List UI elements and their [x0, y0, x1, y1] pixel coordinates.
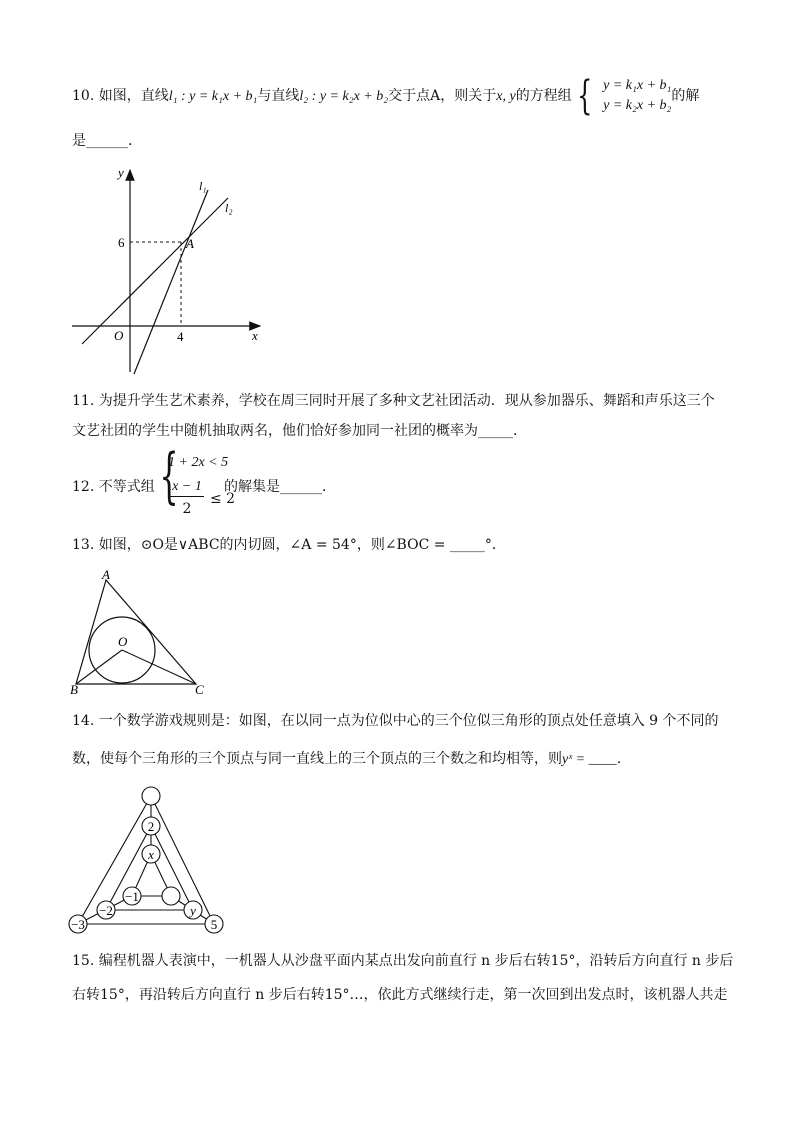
q10-vars: x, y	[496, 89, 516, 104]
q10-line1	[72, 73, 700, 119]
q15-line1: 15. 编程机器人表演中，一机器人从沙盘平面内某点出发向前直行 n 步后右转15°，沿转后方向直行 n 步后	[72, 953, 734, 969]
q10-l2-equation: l₂ : y = k₂x + b₂	[299, 89, 389, 104]
node-value-x: x	[148, 847, 154, 862]
center-o-label: O	[118, 634, 128, 649]
segment-co	[122, 650, 196, 684]
point-a-label: A	[186, 236, 194, 251]
q15-line2: 右转15°，再沿转后方向直行 n 步后右转15°…，依此方式继续行走，第一次回到出发点时，该机器人共走	[72, 987, 728, 1003]
y-axis-label: y	[118, 165, 124, 180]
origin-label: O	[114, 328, 124, 343]
vertex-b-label: B	[70, 682, 78, 697]
q12-numerator: x − 1	[170, 478, 204, 497]
q10-figure	[60, 160, 270, 380]
q10-mid2: 交于点A，则关于	[388, 88, 497, 104]
q14-line2	[72, 748, 631, 771]
q10-mid: 与直线	[257, 88, 300, 104]
q10-l1-equation: l₁ : y = k₁x + b₁	[168, 89, 258, 104]
q10-system-eq1: y = k₁x + b₁	[603, 78, 672, 93]
node-value-2: 2	[147, 819, 155, 834]
q12-suffix: 的解集是______．	[224, 479, 336, 495]
vertex-c-label: C	[195, 682, 204, 697]
q14-line1: 14. 一个数学游戏规则是：如图，在以同一点为位似中心的三个位似三角形的顶点处任意填入 9 个不同的	[72, 713, 719, 729]
q10-line2: 是______．	[72, 133, 142, 149]
q11-line2: 文艺社团的学生中随机抽取两名，他们恰好参加同一社团的概率为_____．	[72, 423, 527, 439]
q13-figure	[66, 566, 216, 698]
q10-prefix: 10. 如图，直线	[72, 88, 169, 104]
x-axis-label: x	[252, 328, 258, 343]
node-top-outer	[142, 787, 160, 805]
x-tick-4: 4	[177, 329, 184, 344]
node-value-5: 5	[210, 917, 218, 932]
node-value-y: y	[190, 903, 196, 918]
node-inner-right	[162, 887, 180, 905]
q14-expression: yˣ = ____．	[562, 752, 631, 767]
q10-system	[572, 73, 672, 119]
q12-le: ≤ 2	[210, 491, 236, 507]
q12-denominator: 2	[182, 501, 192, 517]
q14-line2-text: 数，使每个三角形的三个顶点与同一直线上的三个顶点的三个数之和均相等，则	[72, 751, 562, 767]
node-value-neg2: −2	[99, 903, 113, 918]
segment-bo	[76, 650, 122, 684]
q14-figure	[62, 784, 232, 936]
y-tick-6: 6	[118, 235, 125, 250]
brace-icon: {	[159, 441, 179, 511]
line-l1	[134, 190, 208, 374]
q12-prefix: 12. 不等式组	[72, 479, 155, 495]
q10-mid3: 的方程组	[515, 88, 572, 104]
q10-suffix: 的解	[671, 88, 700, 104]
node-value-neg1: −1	[125, 889, 139, 904]
l1-label: l₁	[199, 179, 207, 193]
q12-ineq1: 1 + 2x < 5	[168, 455, 229, 470]
q10-system-eq2: y = k₂x + b₂	[603, 98, 672, 113]
brace-icon: {	[576, 73, 593, 119]
node-value-neg3: −3	[71, 917, 85, 932]
q13-text: 13. 如图，⊙O是∨ABC的内切圆，∠A = 54°，则∠BOC = _____°．	[72, 537, 506, 553]
q11-line1: 11. 为提升学生艺术素养，学校在周三同时开展了多种文艺社团活动．现从参加器乐、舞蹈和声乐这三个	[72, 393, 715, 409]
l2-label: l₂	[225, 201, 233, 215]
vertex-a-label: A	[102, 567, 110, 582]
